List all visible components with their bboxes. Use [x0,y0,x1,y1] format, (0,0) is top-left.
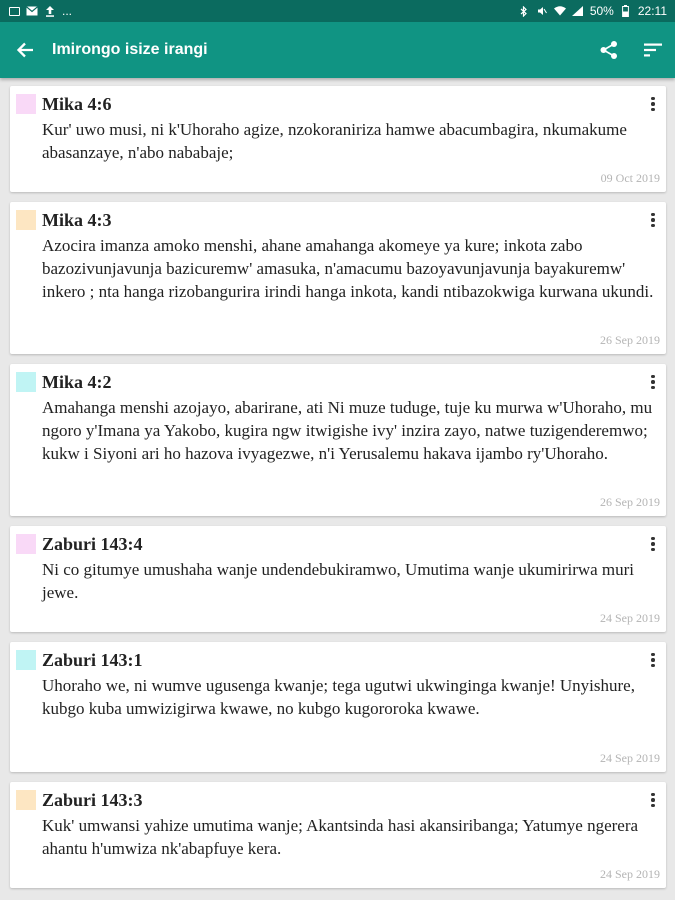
verse-reference: Mika 4:6 [42,94,112,114]
verse-reference: Mika 4:2 [42,372,112,392]
highlight-date: 24 Sep 2019 [600,611,660,625]
share-icon [599,40,619,60]
highlight-date: 24 Sep 2019 [600,867,660,881]
back-button[interactable] [0,22,50,78]
more-vert-icon [651,793,655,797]
clock-time: 22:11 [637,4,667,18]
highlight-date: 09 Oct 2019 [600,171,660,185]
more-options-button[interactable] [646,650,660,670]
status-bar [0,0,675,22]
verse-reference: Mika 4:3 [42,210,112,230]
more-vert-icon [651,213,655,217]
verse-card[interactable] [10,86,666,192]
highlight-date: 26 Sep 2019 [600,495,660,509]
more-options-button[interactable] [646,372,660,392]
gallery-icon [8,6,20,17]
verse-text: Kuk' umwansi yahize umutima wanje; Akantsinda hasi akansiribanga; Yatumye ngerera ahantu h'umwiza nk'abapfuye kera. [42,816,639,858]
highlight-color-swatch [16,790,36,810]
status-more-text: ... [62,4,73,18]
sort-button[interactable] [631,22,675,78]
highlight-color-swatch [16,534,36,554]
page-title: Imirongo isize irangi [52,41,208,58]
share-button[interactable] [587,22,631,78]
highlight-color-swatch [16,372,36,392]
verse-reference: Zaburi 143:1 [42,650,143,670]
more-vert-icon [651,375,655,379]
verse-reference: Zaburi 143:4 [42,534,143,554]
more-vert-icon [651,537,655,541]
status-bar-right [518,4,667,18]
verse-text: Uhoraho we, ni wumve ugusenga kwanje; tega ugutwi ukwinginga kwanje! Unyishure, kubgo kuba umwizigirwa kwawe, no kubgo kugororoka kwawe. [42,676,635,718]
battery-icon [620,6,632,17]
app-bar [0,22,675,78]
verse-card[interactable] [10,642,666,772]
more-options-button[interactable] [646,94,660,114]
sort-icon [644,43,662,57]
battery-percent: 50% [589,4,614,18]
verse-reference: Zaburi 143:3 [42,790,143,810]
verse-text: Ni co gitumye umushaha wanje undendebukiramwo, Umutima wanje ukumirirwa muri jewe. [42,560,635,602]
more-options-button[interactable] [646,210,660,230]
wifi-icon [554,6,566,17]
mail-icon [26,6,38,17]
highlight-date: 26 Sep 2019 [600,333,660,347]
verse-text: Kur' uwo musi, ni k'Uhoraho agize, nzokoraniriza hamwe abacumbagira, nkumakume abasanzaye, n'abo nababaje; [42,120,627,162]
more-options-button[interactable] [646,790,660,810]
verse-text: Azocira imanza amoko menshi, ahane amahanga akomeye ya kure; inkota zabo bazozivunjavunja bazicuremw' amasuka, n'amacumu bazoyavunjavunja bayakuremw' inkero ; nta hanga rizobangurira irindi hanga inkota, kandi ntibazokwiga kurwana ukundi. [42,236,654,301]
verse-text: Amahanga menshi azojayo, abarirane, ati Ni muze tuduge, tuje ku murwa w'Uhoraho, mu ngoro y'Imana ya Yakobo, kugira ngw itwigishe ivy' inzira zayo, natwe tuzigenderemwo; kukw i Siyoni ari ho hazova ivyagezwe, n'i Yerusalemu hakava ijambo ry'Uhoraho. [42,398,653,463]
mute-icon [536,6,548,17]
more-options-button[interactable] [646,534,660,554]
verse-card[interactable] [10,364,666,516]
bluetooth-icon [518,6,530,17]
highlight-color-swatch [16,650,36,670]
arrow-back-icon [16,41,34,59]
verse-card[interactable] [10,202,666,354]
verse-card[interactable] [10,782,666,888]
upload-icon [44,6,56,17]
highlight-date: 24 Sep 2019 [600,751,660,765]
highlight-color-swatch [16,210,36,230]
status-bar-left [8,4,72,18]
highlight-color-swatch [16,94,36,114]
verse-card[interactable] [10,526,666,632]
more-vert-icon [651,97,655,101]
app-bar-actions [587,22,675,78]
more-vert-icon [651,653,655,657]
signal-icon [572,6,584,17]
